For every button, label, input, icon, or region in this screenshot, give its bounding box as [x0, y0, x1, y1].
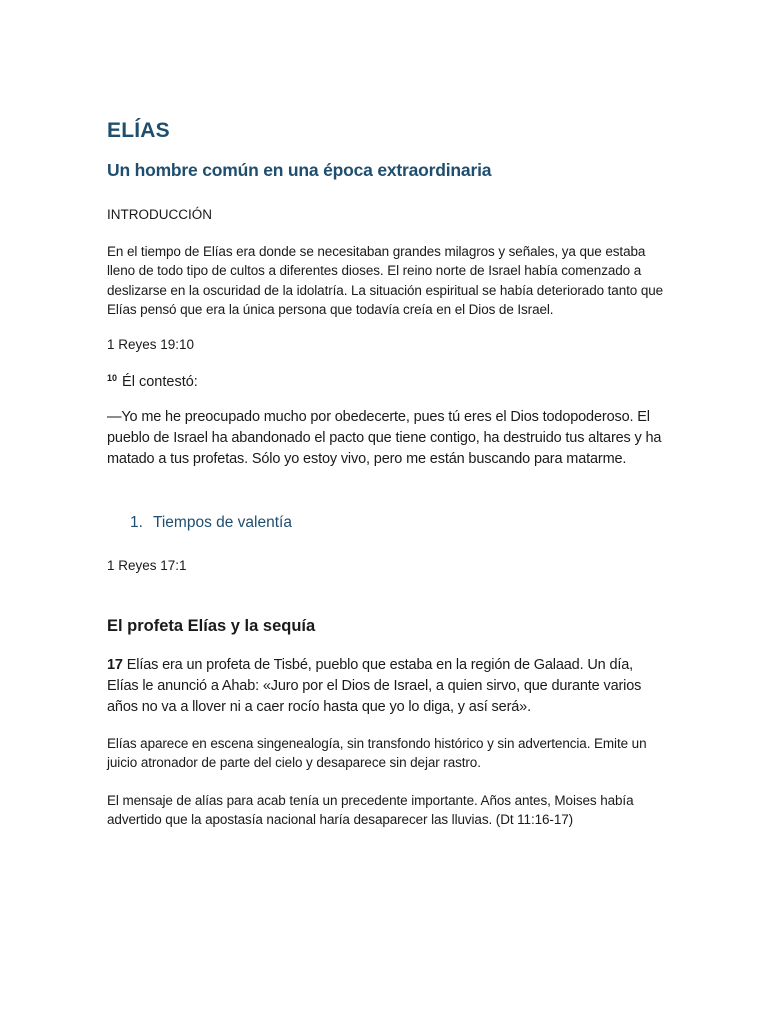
- verse-paragraph: [107, 655, 667, 718]
- section-heading: El profeta Elías y la sequía: [107, 617, 316, 636]
- bible-reference-1: 1 Reyes 19:10: [107, 337, 195, 353]
- intro-label: INTRODUCCIÓN: [107, 207, 212, 222]
- list-item-number: 1.: [130, 514, 143, 532]
- intro-paragraph: En el tiempo de Elías era donde se necesitaban grandes milagros y señales, ya que estaba lleno de todo tipo de cultos a diferentes dioses. El reino norte de Israel había comenzado a deslizarse en la oscuridad de la idolatría. La situación espiritual se había deteriorado tanto que Elías pensó que era la única persona que todavía creía en el Dios de Israel.: [107, 244, 664, 317]
- verse2-text: Elías era un profeta de Tisbé, pueblo que estaba en la región de Galaad. Un día, Elías le anunció a Ahab: «Juro por el Dios de Israel, a quien sirvo, que durante varios años no va a llover ni a caer rocío hasta que yo lo diga, y así será».: [107, 657, 642, 716]
- verse-intro-text: Él contestó:: [122, 374, 198, 391]
- list-heading-item: [130, 512, 667, 534]
- verse-intro-line: [107, 368, 667, 392]
- paragraph-2: Elías aparece en escena singenealogía, sin transfondo histórico y sin advertencia. Emite un juicio atronador de parte del cielo y desaparece sin dejar rastro.: [107, 736, 647, 771]
- document-content: [107, 118, 667, 829]
- verse-quote: —Yo me he preocupado mucho por obedecerte, pues tú eres el Dios todopoderoso. El pueblo de Israel ha abandonado el pacto que tiene contigo, ha destruido tus altares y ha matado a tus profetas. Sólo yo estoy vivo, pero me están buscando para matarme.: [107, 409, 662, 468]
- list-item-text: Tiempos de valentía: [152, 514, 292, 532]
- bible-reference-2: 1 Reyes 17:1: [107, 558, 187, 574]
- verse-number: 10: [107, 373, 118, 384]
- verse2-number: 17: [107, 657, 123, 674]
- document-title: ELÍAS: [107, 119, 170, 142]
- paragraph-3: El mensaje de alías para acab tenía un precedente importante. Años antes, Moises había advertido que la apostasía nacional haría desaparecer las lluvias. (Dt 11:16-17): [107, 793, 634, 828]
- document-subtitle: Un hombre común en una época extraordinaria: [107, 160, 492, 180]
